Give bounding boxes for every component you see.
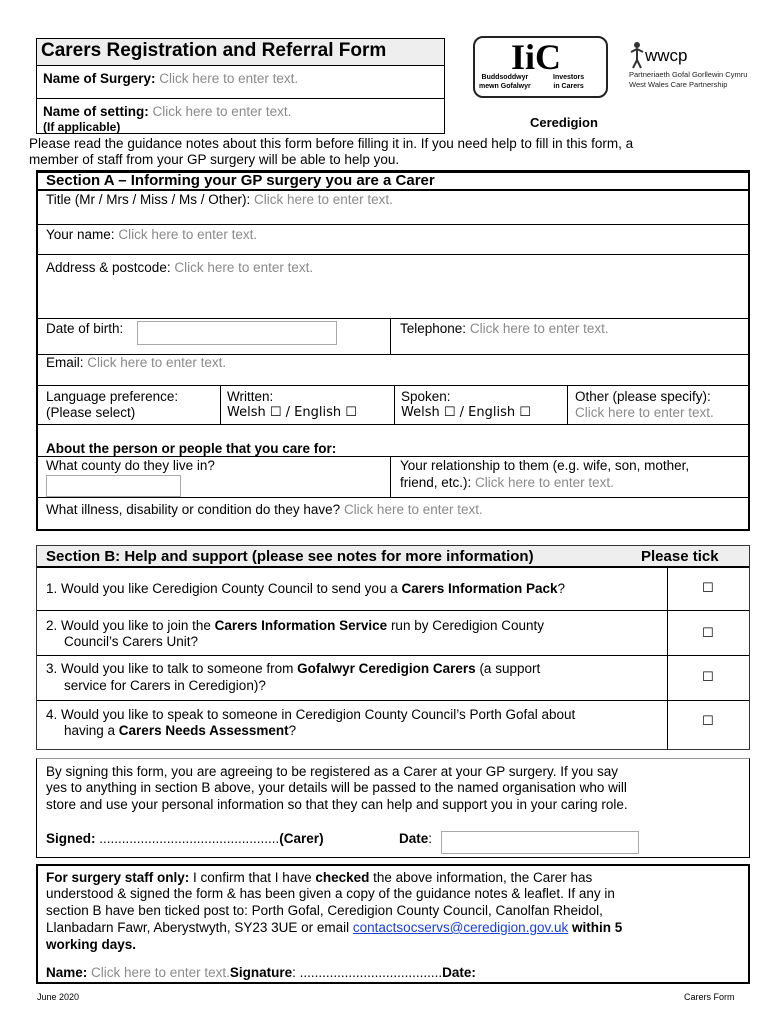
staff-line-3: section B have ben ticked post to: Porth Gofal, Ceredigion County Council, Canolfan Rheidol, [46, 903, 603, 918]
signed-label: Signed: [46, 831, 96, 846]
relationship-label-2: friend, etc.): [400, 475, 472, 490]
rule [38, 318, 748, 319]
rule [567, 386, 568, 425]
rule [38, 424, 748, 425]
footer-form-name: Carers Form [684, 992, 735, 1002]
question-1-text: 1. Would you like Ceredigion County Council to send you a [46, 581, 402, 596]
question-1 [46, 581, 565, 596]
other-language-input[interactable]: Click here to enter text. [575, 405, 714, 420]
question-3-text: 3. Would you like to talk to someone from [46, 661, 298, 676]
iic-english-text: Investors in Carers [553, 74, 585, 90]
staff-line-1-end: the above information, the Carer has [369, 870, 593, 885]
staff-signature-label: Signature [229, 965, 293, 980]
staff-line-2: understood & signed the form & has been given a copy of the guidance notes & leaflet. If any in [46, 886, 615, 901]
question-2-text-cont: run by Ceredigion County [387, 618, 545, 633]
please-tick-header: Please tick [641, 548, 719, 565]
title-label: Title (Mr / Mrs / Miss / Ms / Other): [46, 192, 251, 207]
about-cared-for-heading: About the person or people that you care for: [46, 441, 337, 456]
gofalwyr-ceredigion-carers: Gofalwyr Ceredigion Carers [297, 661, 476, 676]
consent-date-input[interactable] [441, 831, 639, 854]
name-label: Your name: [46, 227, 115, 242]
address-label: Address & postcode: [46, 260, 171, 275]
address-input[interactable]: Click here to enter text. [174, 260, 314, 275]
staff-line-5: working days. [46, 937, 137, 952]
question-1-checkbox[interactable]: ☐ [702, 581, 714, 596]
intro-line-2: member of staff from your GP surgery will be able to help you. [29, 152, 400, 167]
rule [38, 456, 748, 457]
wwcp-english-text: West Wales Care Partnership [629, 80, 728, 89]
rule [37, 655, 749, 656]
rule [37, 610, 749, 611]
staff-sign-row [46, 965, 476, 980]
iic-welsh-text: Buddsoddwyr mewn Gofalwyr [479, 74, 531, 90]
title-input[interactable]: Click here to enter text. [254, 192, 393, 207]
question-3-text-cont: (a support [475, 661, 541, 676]
staff-line-1-text: I confirm that I have [189, 870, 316, 885]
phone-input[interactable]: Click here to enter text. [469, 321, 609, 336]
rule [38, 497, 748, 498]
carer-label: (Carer) [279, 831, 324, 846]
address-row[interactable] [46, 260, 313, 275]
setting-note: (If applicable) [43, 120, 121, 134]
title-row[interactable] [46, 192, 393, 207]
spoken-label: Spoken: [401, 389, 451, 404]
surgery-row[interactable] [43, 71, 298, 86]
email-row[interactable] [46, 355, 226, 370]
wwcp-logo-text: wwcp [645, 46, 688, 65]
signed-row[interactable] [46, 831, 324, 846]
staff-date-label: Date: [442, 965, 476, 980]
relationship-input[interactable]: Click here to enter text. [475, 475, 614, 490]
question-2 [46, 618, 544, 633]
rule [38, 254, 748, 255]
iic-logo-text: IiC [511, 37, 562, 77]
question-4-text: having a [64, 723, 119, 738]
consent-date-row [399, 831, 432, 846]
setting-row[interactable] [43, 104, 291, 119]
email-label: Email: [46, 355, 84, 370]
surgery-input[interactable]: Click here to enter text. [159, 71, 299, 86]
within-days: within 5 [568, 920, 623, 935]
carers-information-service: Carers Information Service [214, 618, 388, 633]
written-label: Written: [227, 389, 274, 404]
question-4-end: ? [288, 723, 297, 738]
question-4-checkbox[interactable]: ☐ [702, 714, 714, 729]
relationship-row[interactable] [400, 475, 614, 490]
email-input[interactable]: Click here to enter text. [87, 355, 227, 370]
wwcp-logo [627, 40, 757, 92]
consent-line-2: yes to anything in section B above, your details will be passed to the named organisation who will [46, 780, 627, 795]
county-input[interactable] [46, 475, 181, 497]
rule [390, 457, 391, 497]
person-icon [627, 40, 647, 70]
section-a-title: Section A – Informing your GP surgery you are a Carer [46, 172, 435, 189]
question-4-line-2 [64, 723, 296, 738]
footer-date: June 2020 [37, 992, 80, 1002]
county-label: What county do they live in? [46, 458, 215, 473]
question-2-line-2: Council’s Carers Unit? [64, 634, 199, 649]
question-3-checkbox[interactable]: ☐ [702, 670, 714, 685]
rule [38, 224, 748, 225]
staff-signature-line[interactable]: : ...................................... [292, 965, 443, 980]
section-b-title: Section B: Help and support (please see notes for more information) [46, 548, 534, 565]
signed-line[interactable]: ................................................ [95, 831, 280, 846]
name-row[interactable] [46, 227, 257, 242]
staff-checked: checked [315, 870, 370, 885]
header-divider [37, 98, 444, 99]
setting-label: Name of setting: [43, 104, 149, 119]
language-label-2: (Please select) [46, 405, 136, 420]
question-3 [46, 661, 540, 676]
staff-name-input[interactable]: Click here to enter text. [91, 965, 230, 980]
dob-input[interactable] [137, 321, 337, 345]
staff-only-label: For surgery staff only: [46, 870, 190, 885]
spoken-options[interactable]: Welsh ☐ / English ☐ [401, 405, 531, 420]
carers-information-pack: Carers Information Pack [401, 581, 558, 596]
consent-line-3: store and use your personal information so that they can help and support you in your caring role. [46, 797, 628, 812]
carers-needs-assessment: Carers Needs Assessment [118, 723, 289, 738]
phone-row[interactable] [400, 321, 609, 336]
written-options[interactable]: Welsh ☐ / English ☐ [227, 405, 357, 420]
staff-name-label: Name: [46, 965, 88, 980]
question-4: 4. Would you like to speak to someone in Ceredigion County Council’s Porth Gofal about [46, 707, 576, 722]
illness-row[interactable] [46, 502, 483, 517]
dob-label: Date of birth: [46, 321, 124, 336]
phone-label: Telephone: [400, 321, 467, 336]
rule [667, 568, 668, 750]
investors-in-carers-logo [473, 36, 608, 98]
relationship-label-1: Your relationship to them (e.g. wife, son, mother, [400, 458, 690, 473]
staff-line-1 [46, 870, 592, 885]
section-a-title-rule [38, 189, 748, 191]
illness-label: What illness, disability or condition do they have? [46, 502, 341, 517]
staff-address-text: Llanbadarn Fawr, Aberystwyth, SY23 3UE or email [46, 920, 353, 935]
region-label: Ceredigion [530, 115, 598, 130]
illness-input[interactable]: Click here to enter text. [343, 502, 483, 517]
other-language-label: Other (please specify): [575, 389, 711, 404]
rule [38, 385, 748, 386]
question-2-checkbox[interactable]: ☐ [702, 626, 714, 641]
rule [37, 700, 749, 701]
consent-date-label: Date [399, 831, 429, 846]
rule [394, 386, 395, 425]
rule [390, 319, 391, 354]
form-title: Carers Registration and Referral Form [41, 40, 387, 61]
wwcp-welsh-text: Partneriaeth Gofal Gorllewin Cymru [629, 70, 748, 79]
name-input[interactable]: Click here to enter text. [118, 227, 258, 242]
rule [220, 386, 221, 425]
consent-line-1: By signing this form, you are agreeing to be registered as a Carer at your GP surgery. If you say [46, 764, 619, 779]
question-2-text: 2. Would you like to join the [46, 618, 215, 633]
question-3-line-2: service for Carers in Ceredigion)? [64, 678, 266, 693]
surgery-label: Name of Surgery: [43, 71, 156, 86]
question-1-end: ? [557, 581, 566, 596]
email-link[interactable]: contactsocservs@ceredigion.gov.uk [352, 920, 569, 935]
setting-input[interactable]: Click here to enter text. [152, 104, 292, 119]
consent-date-colon: : [428, 831, 433, 846]
language-label-1: Language preference: [46, 389, 179, 404]
intro-line-1: Please read the guidance notes about this form before filling it in. If you need help to fill in this form, a [29, 136, 634, 151]
staff-line-4 [46, 920, 622, 935]
